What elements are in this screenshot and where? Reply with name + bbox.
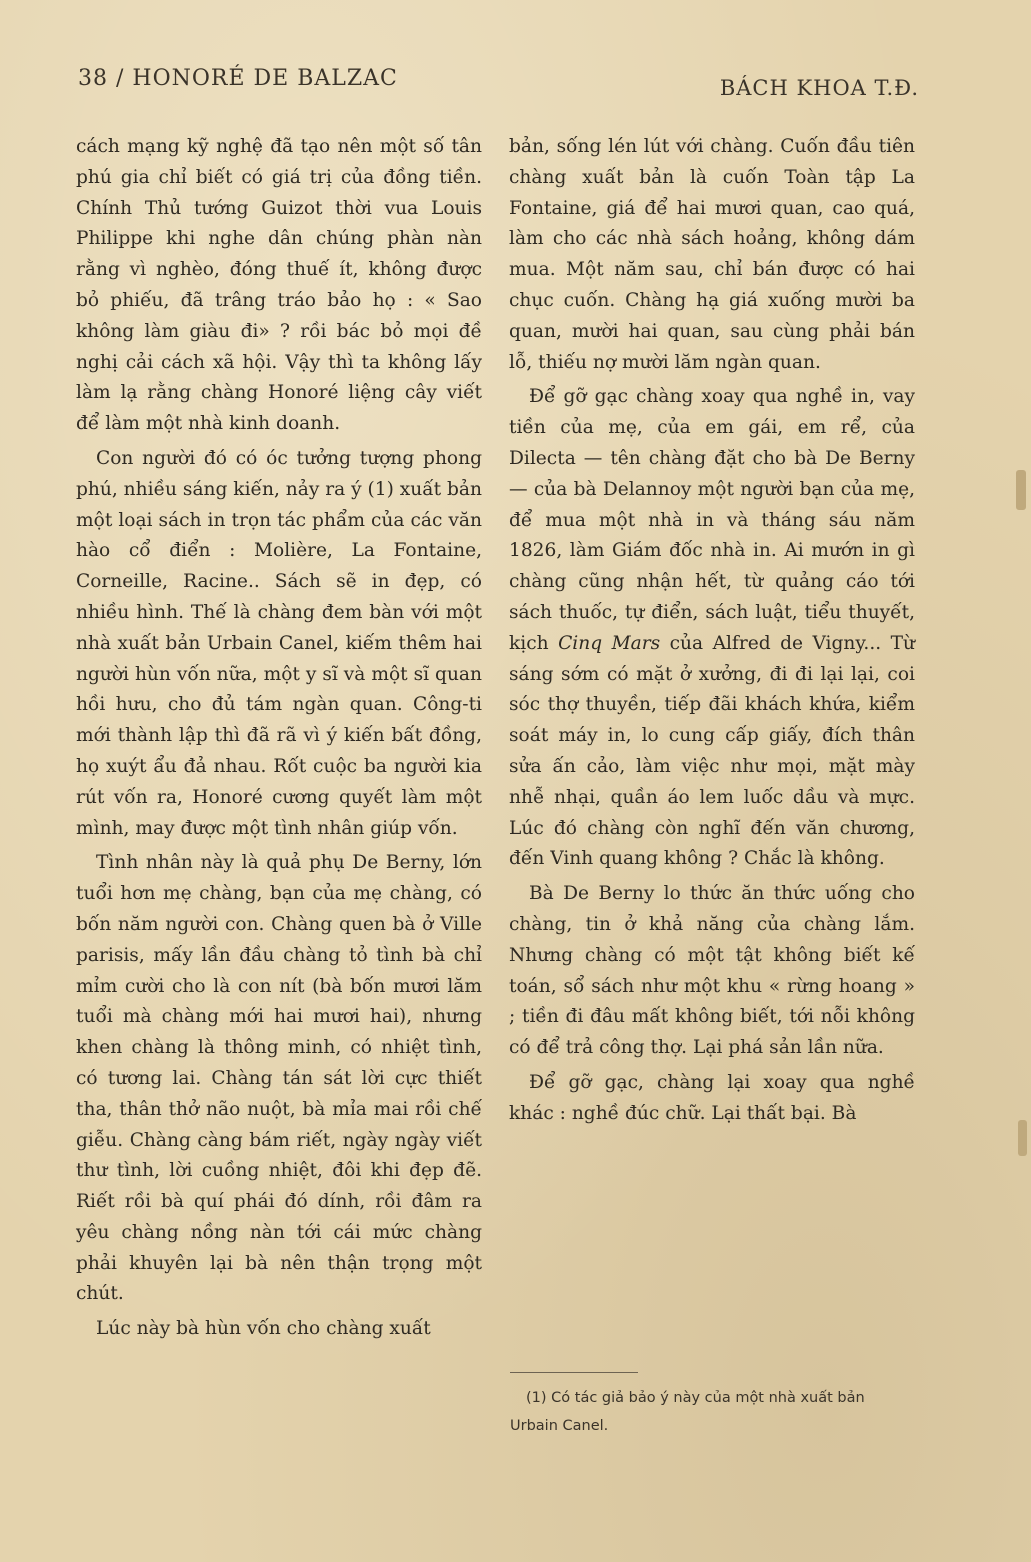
footnote-text: (1) Có tác giả bảo ý này của một nhà xuất bản Urbain Canel. — [510, 1390, 865, 1434]
page-number-title: 38 / HONORÉ DE BALZAC — [78, 66, 398, 91]
right-column — [509, 132, 915, 1130]
paper-stain — [1016, 470, 1026, 510]
footnote — [510, 1384, 916, 1440]
paper-stain — [1018, 1120, 1027, 1156]
paragraph: Tình nhân này là quả phụ De Berny, lớn tuổi hơn mẹ chàng, bạn của mẹ chàng, có bốn năm người con. Chàng quen bà ở Ville parisis, mấy lần đầu chàng tỏ tình bà chỉ mỉm cười cho là con nít (bà bốn mươi lăm tuổi mà chàng mới hai mươi hai), nhưng khen chàng là thông minh, có nhiệt tình, có tương lai. Chàng tán sát lời cực thiết tha, thân thở não nuột, bà mỉa mai rồi chế giễu. Chàng càng bám riết, ngày ngày viết thư tình, lời cuồng nhiệt, đôi khi đẹp đẽ. Riết rồi bà quí phái đó dính, rồi đâm ra yêu chàng nồng nàn tới cái mức chàng phải khuyên lại bà nên thận trọng một chút. — [76, 852, 482, 1305]
journal-title: BÁCH KHOA T.Đ. — [719, 76, 919, 100]
running-header — [78, 62, 919, 102]
paragraph-text: Để gỡ gạc chàng xoay qua nghề in, vay tiền của mẹ, của em gái, em rể, của Dilecta — tên chàng đặt cho bà De Berny — của bà Delannoy một người bạn của mẹ, để mua một nhà in và tháng sáu năm 1826, làm Giám đốc nhà in. Ai mướn in gì chàng cũng nhận hết, từ quảng cáo tới sách thuốc, tự điển, sách luật, tiểu thuyết, kịch — [509, 386, 915, 654]
paragraph: Để gỡ gạc, chàng lại xoay qua nghề khác : nghề đúc chữ. Lại thất bại. Bà — [509, 1071, 915, 1124]
paragraph: cách mạng kỹ nghệ đã tạo nên một số tân phú gia chỉ biết có giá trị của đồng tiền. Chính Thủ tướng Guizot thời vua Louis Philippe khi nghe dân chúng phàn nàn rằng vì nghèo, đóng thuế ít, không được bỏ phiếu, đã trâng tráo bảo họ : « Sao không làm giàu đi» ? rồi bác bỏ mọi đề nghị cải cách xã hội. Vậy thì ta không lấy làm lạ rằng chàng Honoré liệng cây viết để làm một nhà kinh doanh. — [76, 136, 482, 435]
paragraph — [509, 382, 915, 875]
paragraph: Con người đó có óc tưởng tượng phong phú, nhiều sáng kiến, nảy ra ý (1) xuất bản một loại sách in trọn tác phẩm của các văn hào cổ điển : Molière, La Fontaine, Corneille, Racine.. Sách sẽ in đẹp, có nhiều hình. Thế là chàng đem bàn với một nhà xuất bản Urbain Canel, kiếm thêm hai người hùn vốn nữa, một y sĩ và một sĩ quan hồi hưu, cho đủ tám ngàn quan. Công-ti mới thành lập thì đã rã vì ý kiến bất đồng, họ xuýt ẩu đả nhau. Rốt cuộc ba người kia rút vốn ra, Honoré cương quyết làm một mình, may được một tình nhân giúp vốn. — [76, 447, 482, 839]
paragraph-text: của Alfred de Vigny... Từ sáng sớm có mặt ở xưởng, đi đi lại lại, coi sóc thợ thuyền, tiếp đãi khách khứa, kiểm soát máy in, lo cung cấp giấy, đích thân sửa ấn cảo, làm việc như mọi, mặt mày nhễ nhại, quần áo lem luốc dầu và mực. Lúc đó chàng còn nghĩ đến văn chương, đến Vinh quang không ? Chắc là không. — [509, 632, 915, 870]
footnote-rule — [510, 1372, 638, 1373]
left-column — [76, 132, 482, 1345]
paragraph: bản, sống lén lút với chàng. Cuốn đầu tiên chàng xuất bản là cuốn Toàn tập La Fontaine, giá để hai mươi quan, cao quá, làm cho các nhà sách hoảng, không dám mua. Một năm sau, chỉ bán được có hai chục cuốn. Chàng hạ giá xuống mười ba quan, mười hai quan, sau cùng phải bán lỗ, thiếu nợ mười lăm ngàn quan. — [509, 136, 915, 373]
paragraph: Bà De Berny lo thức ăn thức uống cho chàng, tin ở khả năng của chàng lắm. Nhưng chàng có một tật không biết kế toán, sổ sách như một khu « rừng hoang » ; tiền đi đâu mất không biết, tới nỗi không có để trả công thợ. Lại phá sản lần nữa. — [509, 883, 915, 1059]
paragraph: Lúc này bà hùn vốn cho chàng xuất — [96, 1318, 431, 1340]
italic-title: Cinq Mars — [558, 632, 661, 654]
